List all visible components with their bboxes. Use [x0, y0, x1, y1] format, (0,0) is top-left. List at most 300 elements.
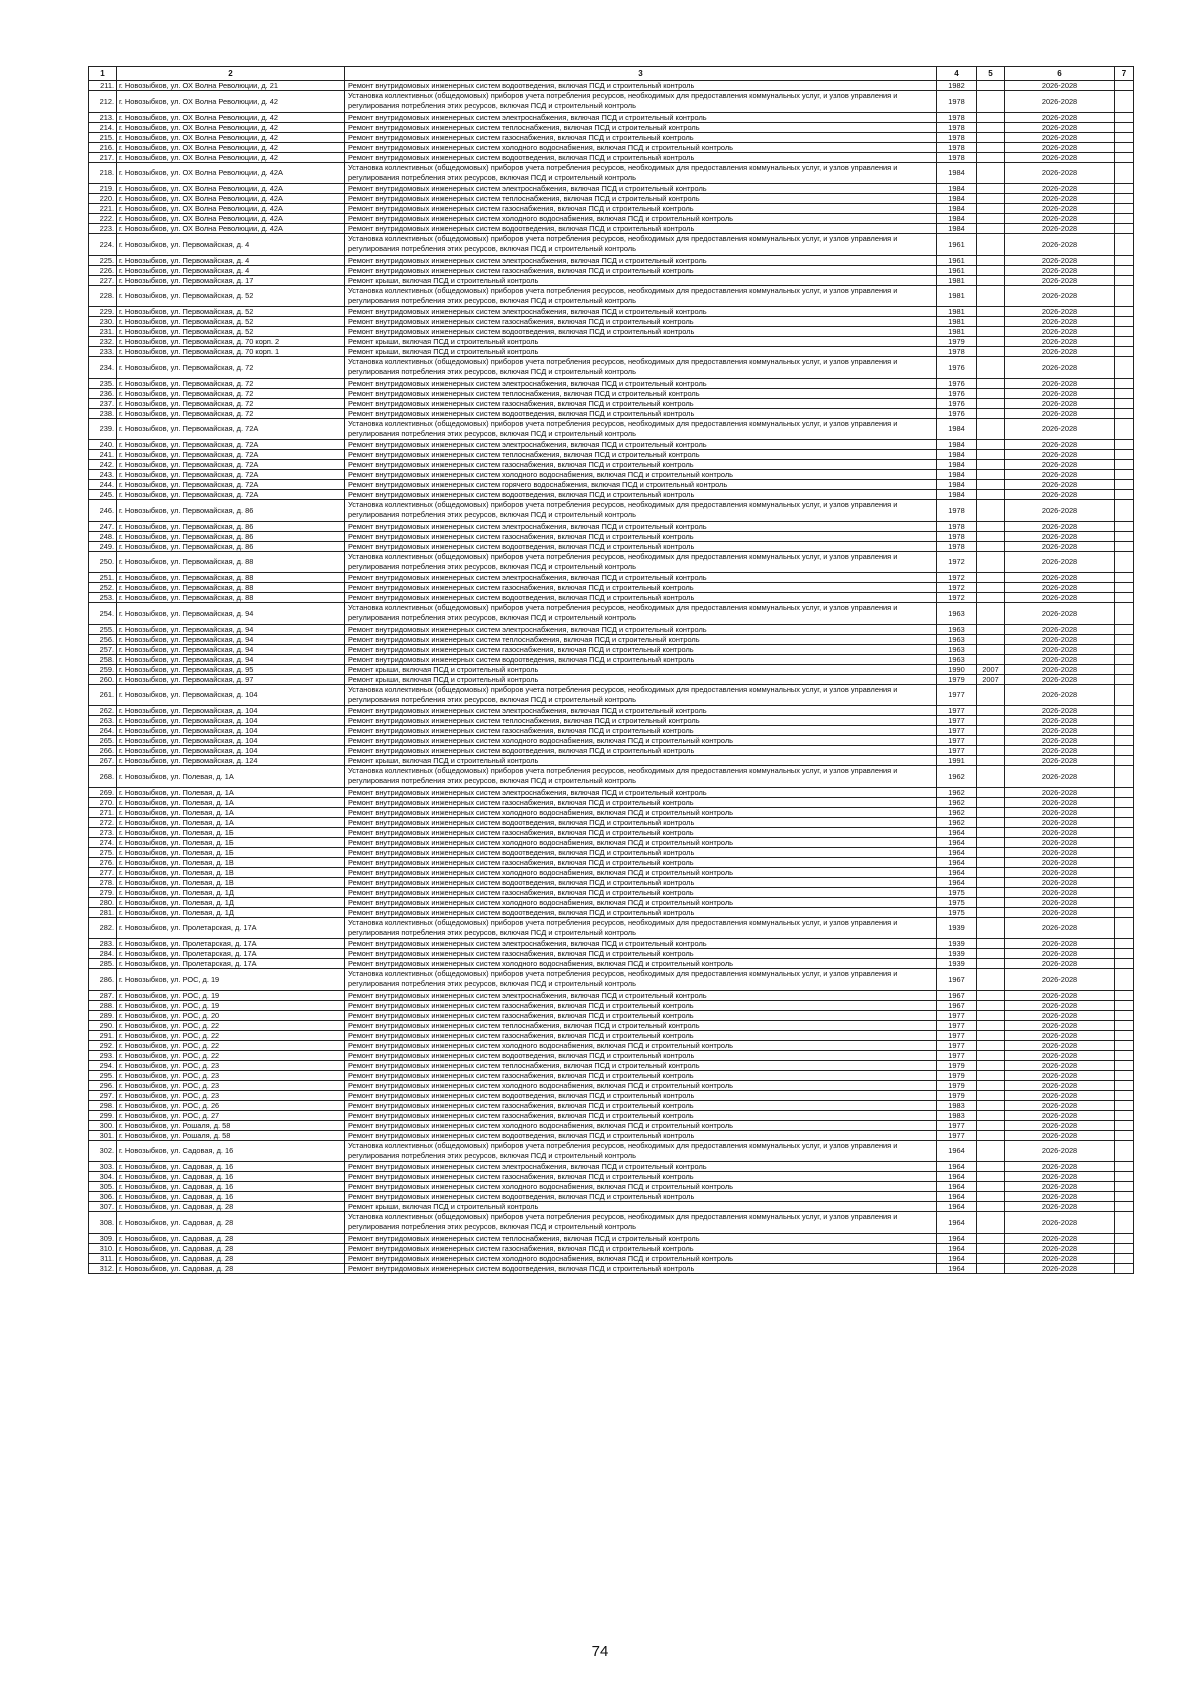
extra-cell	[1115, 398, 1134, 408]
last-repair-year-cell	[977, 1172, 1005, 1182]
work-type-cell: Ремонт внутридомовых инженерных систем газоснабжения, включая ПСД и строительный контроль	[345, 644, 937, 654]
address-cell: г. Новозыбков, ул. Первомайская, д. 104	[117, 736, 345, 746]
row-number: 304.	[89, 1172, 117, 1182]
work-type-cell: Ремонт внутридомовых инженерных систем электроснабжения, включая ПСД и строительный контроль	[345, 112, 937, 122]
extra-cell	[1115, 531, 1134, 541]
work-type-cell: Ремонт внутридомовых инженерных систем теплоснабжения, включая ПСД и строительный контроль	[345, 122, 937, 132]
row-number: 238.	[89, 408, 117, 418]
last-repair-year-cell	[977, 1000, 1005, 1010]
row-number: 306.	[89, 1192, 117, 1202]
last-repair-year-cell	[977, 573, 1005, 583]
table-row	[89, 142, 1134, 152]
row-number: 273.	[89, 827, 117, 837]
planned-period-cell: 2026-2028	[1005, 867, 1115, 877]
address-cell: г. Новозыбков, ул. Первомайская, д. 72А	[117, 460, 345, 470]
row-number: 241.	[89, 450, 117, 460]
row-number: 255.	[89, 624, 117, 634]
year-cell: 1964	[937, 1192, 977, 1202]
extra-cell	[1115, 573, 1134, 583]
year-cell: 1967	[937, 1000, 977, 1010]
extra-cell	[1115, 285, 1134, 307]
extra-cell	[1115, 583, 1134, 593]
last-repair-year-cell: 2007	[977, 674, 1005, 684]
last-repair-year-cell	[977, 1212, 1005, 1234]
header-col-7: 7	[1115, 67, 1134, 81]
extra-cell	[1115, 664, 1134, 674]
address-cell: г. Новозыбков, ул. Первомайская, д. 4	[117, 265, 345, 275]
extra-cell	[1115, 897, 1134, 907]
planned-period-cell: 2026-2028	[1005, 327, 1115, 337]
last-repair-year-cell	[977, 357, 1005, 379]
address-cell: г. Новозыбков, ул. Полевая, д. 1А	[117, 766, 345, 788]
row-number: 302.	[89, 1140, 117, 1162]
row-number: 267.	[89, 756, 117, 766]
address-cell: г. Новозыбков, ул. ОХ Волна Революции, д. 42	[117, 142, 345, 152]
year-cell: 1961	[937, 265, 977, 275]
work-type-cell: Ремонт крыши, включая ПСД и строительный контроль	[345, 756, 937, 766]
last-repair-year-cell	[977, 1253, 1005, 1263]
work-type-cell: Ремонт внутридомовых инженерных систем газоснабжения, включая ПСД и строительный контроль	[345, 797, 937, 807]
table-row	[89, 347, 1134, 357]
last-repair-year-cell	[977, 949, 1005, 959]
extra-cell	[1115, 939, 1134, 949]
planned-period-cell: 2026-2028	[1005, 939, 1115, 949]
table-row	[89, 1263, 1134, 1273]
address-cell: г. Новозыбков, ул. Первомайская, д. 72А	[117, 470, 345, 480]
year-cell: 1981	[937, 307, 977, 317]
last-repair-year-cell	[977, 162, 1005, 184]
row-number: 239.	[89, 418, 117, 440]
address-cell: г. Новозыбков, ул. ОХ Волна Революции, д. 42А	[117, 184, 345, 194]
address-cell: г. Новозыбков, ул. РОС, д. 23	[117, 1060, 345, 1070]
year-cell: 1964	[937, 837, 977, 847]
extra-cell	[1115, 959, 1134, 969]
year-cell: 1964	[937, 827, 977, 837]
year-cell: 1962	[937, 817, 977, 827]
work-type-cell: Ремонт внутридомовых инженерных систем теплоснабжения, включая ПСД и строительный контроль	[345, 1233, 937, 1243]
planned-period-cell: 2026-2028	[1005, 112, 1115, 122]
address-cell: г. Новозыбков, ул. Садовая, д. 28	[117, 1253, 345, 1263]
address-cell: г. Новозыбков, ул. Первомайская, д. 104	[117, 726, 345, 736]
address-cell: г. Новозыбков, ул. Полевая, д. 1Д	[117, 907, 345, 917]
extra-cell	[1115, 551, 1134, 573]
address-cell: г. Новозыбков, ул. ОХ Волна Революции, д. 42	[117, 91, 345, 113]
extra-cell	[1115, 234, 1134, 256]
extra-cell	[1115, 460, 1134, 470]
work-type-cell: Ремонт внутридомовых инженерных систем теплоснабжения, включая ПСД и строительный контроль	[345, 634, 937, 644]
last-repair-year-cell	[977, 684, 1005, 706]
address-cell: г. Новозыбков, ул. Первомайская, д. 88	[117, 573, 345, 583]
extra-cell	[1115, 184, 1134, 194]
planned-period-cell: 2026-2028	[1005, 877, 1115, 887]
last-repair-year-cell	[977, 716, 1005, 726]
header-col-5: 5	[977, 67, 1005, 81]
last-repair-year-cell	[977, 1010, 1005, 1020]
address-cell: г. Новозыбков, ул. Садовая, д. 16	[117, 1162, 345, 1172]
table-row	[89, 327, 1134, 337]
table-row	[89, 1162, 1134, 1172]
year-cell: 1978	[937, 152, 977, 162]
work-type-cell: Ремонт внутридомовых инженерных систем газоснабжения, включая ПСД и строительный контроль	[345, 398, 937, 408]
table-row	[89, 593, 1134, 603]
year-cell: 1977	[937, 684, 977, 706]
planned-period-cell: 2026-2028	[1005, 1000, 1115, 1010]
address-cell: г. Новозыбков, ул. Первомайская, д. 4	[117, 255, 345, 265]
row-number: 263.	[89, 716, 117, 726]
address-cell: г. Новозыбков, ул. Первомайская, д. 95	[117, 664, 345, 674]
header-col-3: 3	[345, 67, 937, 81]
row-number: 284.	[89, 949, 117, 959]
address-cell: г. Новозыбков, ул. РОС, д. 22	[117, 1030, 345, 1040]
work-type-cell: Ремонт внутридомовых инженерных систем электроснабжения, включая ПСД и строительный контроль	[345, 787, 937, 797]
extra-cell	[1115, 857, 1134, 867]
year-cell: 1984	[937, 450, 977, 460]
table-row	[89, 990, 1134, 1000]
planned-period-cell: 2026-2028	[1005, 746, 1115, 756]
work-type-cell: Ремонт внутридомовых инженерных систем водоотведения, включая ПСД и строительный контроль	[345, 593, 937, 603]
planned-period-cell: 2026-2028	[1005, 398, 1115, 408]
row-number: 272.	[89, 817, 117, 827]
year-cell: 1972	[937, 573, 977, 583]
last-repair-year-cell	[977, 347, 1005, 357]
work-type-cell: Ремонт внутридомовых инженерных систем холодного водоснабжения, включая ПСД и строительный контроль	[345, 142, 937, 152]
year-cell: 1977	[937, 726, 977, 736]
extra-cell	[1115, 1020, 1134, 1030]
planned-period-cell: 2026-2028	[1005, 1202, 1115, 1212]
extra-cell	[1115, 1040, 1134, 1050]
row-number: 215.	[89, 132, 117, 142]
year-cell: 1984	[937, 470, 977, 480]
table-row	[89, 460, 1134, 470]
last-repair-year-cell	[977, 500, 1005, 522]
extra-cell	[1115, 450, 1134, 460]
year-cell: 1967	[937, 990, 977, 1000]
row-number: 303.	[89, 1162, 117, 1172]
planned-period-cell: 2026-2028	[1005, 1100, 1115, 1110]
last-repair-year-cell	[977, 897, 1005, 907]
table-row	[89, 1020, 1134, 1030]
row-number: 233.	[89, 347, 117, 357]
planned-period-cell: 2026-2028	[1005, 418, 1115, 440]
table-row	[89, 490, 1134, 500]
row-number: 307.	[89, 1202, 117, 1212]
row-number: 222.	[89, 214, 117, 224]
row-number: 265.	[89, 736, 117, 746]
address-cell: г. Новозыбков, ул. Садовая, д. 28	[117, 1212, 345, 1234]
address-cell: г. Новозыбков, ул. РОС, д. 19	[117, 990, 345, 1000]
work-type-cell: Ремонт внутридомовых инженерных систем газоснабжения, включая ПСД и строительный контроль	[345, 949, 937, 959]
address-cell: г. Новозыбков, ул. Садовая, д. 28	[117, 1233, 345, 1243]
extra-cell	[1115, 787, 1134, 797]
last-repair-year-cell	[977, 214, 1005, 224]
last-repair-year-cell	[977, 624, 1005, 634]
address-cell: г. Новозыбков, ул. Первомайская, д. 72А	[117, 490, 345, 500]
last-repair-year-cell	[977, 450, 1005, 460]
planned-period-cell: 2026-2028	[1005, 1192, 1115, 1202]
planned-period-cell: 2026-2028	[1005, 1253, 1115, 1263]
planned-period-cell: 2026-2028	[1005, 756, 1115, 766]
extra-cell	[1115, 490, 1134, 500]
year-cell: 1978	[937, 122, 977, 132]
last-repair-year-cell	[977, 337, 1005, 347]
table-row	[89, 887, 1134, 897]
address-cell: г. Новозыбков, ул. РОС, д. 22	[117, 1040, 345, 1050]
address-cell: г. Новозыбков, ул. Пролетарская, д. 17А	[117, 917, 345, 939]
table-row	[89, 214, 1134, 224]
table-row	[89, 265, 1134, 275]
last-repair-year-cell	[977, 797, 1005, 807]
table-row	[89, 470, 1134, 480]
last-repair-year-cell	[977, 1243, 1005, 1253]
work-type-cell: Ремонт внутридомовых инженерных систем водоотведения, включая ПСД и строительный контроль	[345, 907, 937, 917]
header-col-4: 4	[937, 67, 977, 81]
planned-period-cell: 2026-2028	[1005, 1162, 1115, 1172]
header-col-2: 2	[117, 67, 345, 81]
last-repair-year-cell	[977, 531, 1005, 541]
table-row	[89, 746, 1134, 756]
year-cell: 1991	[937, 756, 977, 766]
last-repair-year-cell	[977, 603, 1005, 625]
extra-cell	[1115, 275, 1134, 285]
table-row	[89, 949, 1134, 959]
work-type-cell: Ремонт внутридомовых инженерных систем газоснабжения, включая ПСД и строительный контроль	[345, 317, 937, 327]
row-number: 274.	[89, 837, 117, 847]
address-cell: г. Новозыбков, ул. РОС, д. 27	[117, 1110, 345, 1120]
extra-cell	[1115, 162, 1134, 184]
planned-period-cell: 2026-2028	[1005, 664, 1115, 674]
address-cell: г. Новозыбков, ул. Садовая, д. 16	[117, 1140, 345, 1162]
row-number: 291.	[89, 1030, 117, 1040]
table-row	[89, 867, 1134, 877]
year-cell: 1963	[937, 654, 977, 664]
planned-period-cell: 2026-2028	[1005, 388, 1115, 398]
extra-cell	[1115, 1212, 1134, 1234]
extra-cell	[1115, 152, 1134, 162]
address-cell: г. Новозыбков, ул. Первомайская, д. 72	[117, 357, 345, 379]
year-cell: 1976	[937, 408, 977, 418]
extra-cell	[1115, 1110, 1134, 1120]
address-cell: г. Новозыбков, ул. Первомайская, д. 70 корп. 1	[117, 347, 345, 357]
planned-period-cell: 2026-2028	[1005, 162, 1115, 184]
last-repair-year-cell	[977, 736, 1005, 746]
last-repair-year-cell	[977, 1263, 1005, 1273]
last-repair-year-cell	[977, 1120, 1005, 1130]
extra-cell	[1115, 1162, 1134, 1172]
planned-period-cell: 2026-2028	[1005, 347, 1115, 357]
year-cell: 1976	[937, 357, 977, 379]
last-repair-year-cell	[977, 285, 1005, 307]
planned-period-cell: 2026-2028	[1005, 357, 1115, 379]
table-row	[89, 357, 1134, 379]
row-number: 219.	[89, 184, 117, 194]
planned-period-cell: 2026-2028	[1005, 1070, 1115, 1080]
table-row	[89, 440, 1134, 450]
last-repair-year-cell	[977, 234, 1005, 256]
year-cell: 1977	[937, 1040, 977, 1050]
work-type-cell: Ремонт внутридомовых инженерных систем электроснабжения, включая ПСД и строительный контроль	[345, 307, 937, 317]
planned-period-cell: 2026-2028	[1005, 917, 1115, 939]
extra-cell	[1115, 122, 1134, 132]
last-repair-year-cell	[977, 480, 1005, 490]
extra-cell	[1115, 877, 1134, 887]
planned-period-cell: 2026-2028	[1005, 470, 1115, 480]
year-cell: 1972	[937, 551, 977, 573]
work-type-cell: Ремонт внутридомовых инженерных систем газоснабжения, включая ПСД и строительный контроль	[345, 531, 937, 541]
planned-period-cell: 2026-2028	[1005, 184, 1115, 194]
year-cell: 1961	[937, 255, 977, 265]
row-number: 229.	[89, 307, 117, 317]
row-number: 213.	[89, 112, 117, 122]
row-number: 309.	[89, 1233, 117, 1243]
work-type-cell: Ремонт внутридомовых инженерных систем газоснабжения, включая ПСД и строительный контроль	[345, 1000, 937, 1010]
work-type-cell: Ремонт внутридомовых инженерных систем теплоснабжения, включая ПСД и строительный контроль	[345, 1020, 937, 1030]
table-row	[89, 664, 1134, 674]
last-repair-year-cell	[977, 408, 1005, 418]
year-cell: 1984	[937, 490, 977, 500]
address-cell: г. Новозыбков, ул. Первомайская, д. 72	[117, 408, 345, 418]
planned-period-cell: 2026-2028	[1005, 214, 1115, 224]
row-number: 271.	[89, 807, 117, 817]
table-row	[89, 204, 1134, 214]
year-cell: 1964	[937, 1202, 977, 1212]
row-number: 244.	[89, 480, 117, 490]
row-number: 258.	[89, 654, 117, 664]
last-repair-year-cell	[977, 255, 1005, 265]
table-row	[89, 551, 1134, 573]
last-repair-year-cell	[977, 766, 1005, 788]
address-cell: г. Новозыбков, ул. Первомайская, д. 72	[117, 378, 345, 388]
work-type-cell: Ремонт внутридомовых инженерных систем газоснабжения, включая ПСД и строительный контроль	[345, 887, 937, 897]
planned-period-cell: 2026-2028	[1005, 969, 1115, 991]
extra-cell	[1115, 1060, 1134, 1070]
planned-period-cell: 2026-2028	[1005, 541, 1115, 551]
row-number: 253.	[89, 593, 117, 603]
table-row	[89, 480, 1134, 490]
planned-period-cell: 2026-2028	[1005, 224, 1115, 234]
year-cell: 1963	[937, 634, 977, 644]
extra-cell	[1115, 684, 1134, 706]
address-cell: г. Новозыбков, ул. Полевая, д. 1В	[117, 867, 345, 877]
table-row	[89, 1080, 1134, 1090]
table-row	[89, 1120, 1134, 1130]
table-row	[89, 1000, 1134, 1010]
work-type-cell: Установка коллективных (общедомовых) приборов учета потребления ресурсов, необходимых для предоставления коммунальных услуг, и узлов управления и регулирования потребления этих ресурсов, включая ПСД и строительный контроль	[345, 1212, 937, 1234]
last-repair-year-cell	[977, 827, 1005, 837]
row-number: 237.	[89, 398, 117, 408]
planned-period-cell: 2026-2028	[1005, 337, 1115, 347]
extra-cell	[1115, 674, 1134, 684]
last-repair-year-cell	[977, 887, 1005, 897]
table-row	[89, 1182, 1134, 1192]
last-repair-year-cell	[977, 837, 1005, 847]
table-row	[89, 398, 1134, 408]
table-row	[89, 573, 1134, 583]
work-type-cell: Ремонт внутридомовых инженерных систем газоснабжения, включая ПСД и строительный контроль	[345, 132, 937, 142]
row-number: 259.	[89, 664, 117, 674]
extra-cell	[1115, 990, 1134, 1000]
extra-cell	[1115, 593, 1134, 603]
work-type-cell: Ремонт внутридомовых инженерных систем холодного водоснабжения, включая ПСД и строительный контроль	[345, 1040, 937, 1050]
work-type-cell: Ремонт крыши, включая ПСД и строительный контроль	[345, 347, 937, 357]
planned-period-cell: 2026-2028	[1005, 1110, 1115, 1120]
year-cell: 1979	[937, 1070, 977, 1080]
last-repair-year-cell	[977, 440, 1005, 450]
year-cell: 1977	[937, 1020, 977, 1030]
planned-period-cell: 2026-2028	[1005, 674, 1115, 684]
table-row	[89, 1130, 1134, 1140]
table-row	[89, 1110, 1134, 1120]
work-type-cell: Ремонт внутридомовых инженерных систем водоотведения, включая ПСД и строительный контроль	[345, 152, 937, 162]
row-number: 252.	[89, 583, 117, 593]
work-type-cell: Ремонт внутридомовых инженерных систем холодного водоснабжения, включая ПСД и строительный контроль	[345, 807, 937, 817]
document-sheet	[88, 66, 1133, 1274]
extra-cell	[1115, 1100, 1134, 1110]
table-row	[89, 418, 1134, 440]
row-number: 249.	[89, 541, 117, 551]
planned-period-cell: 2026-2028	[1005, 837, 1115, 847]
planned-period-cell: 2026-2028	[1005, 797, 1115, 807]
address-cell: г. Новозыбков, ул. Полевая, д. 1В	[117, 877, 345, 887]
year-cell: 1977	[937, 1050, 977, 1060]
planned-period-cell: 2026-2028	[1005, 152, 1115, 162]
row-number: 297.	[89, 1090, 117, 1100]
address-cell: г. Новозыбков, ул. Садовая, д. 28	[117, 1263, 345, 1273]
address-cell: г. Новозыбков, ул. Первомайская, д. 97	[117, 674, 345, 684]
work-type-cell: Установка коллективных (общедомовых) приборов учета потребления ресурсов, необходимых для предоставления коммунальных услуг, и узлов управления и регулирования потребления этих ресурсов, включая ПСД и строительный контроль	[345, 357, 937, 379]
work-type-cell: Ремонт внутридомовых инженерных систем газоснабжения, включая ПСД и строительный контроль	[345, 1030, 937, 1040]
work-type-cell: Ремонт внутридомовых инженерных систем газоснабжения, включая ПСД и строительный контроль	[345, 857, 937, 867]
extra-cell	[1115, 1120, 1134, 1130]
year-cell: 1977	[937, 1030, 977, 1040]
last-repair-year-cell	[977, 204, 1005, 214]
year-cell: 1982	[937, 81, 977, 91]
table-row	[89, 285, 1134, 307]
table-body	[89, 81, 1134, 1274]
extra-cell	[1115, 214, 1134, 224]
planned-period-cell: 2026-2028	[1005, 959, 1115, 969]
work-type-cell: Ремонт внутридомовых инженерных систем газоснабжения, включая ПСД и строительный контроль	[345, 204, 937, 214]
table-row	[89, 807, 1134, 817]
planned-period-cell: 2026-2028	[1005, 234, 1115, 256]
work-type-cell: Ремонт внутридомовых инженерных систем водоотведения, включая ПСД и строительный контроль	[345, 81, 937, 91]
row-number: 232.	[89, 337, 117, 347]
year-cell: 1963	[937, 603, 977, 625]
extra-cell	[1115, 1182, 1134, 1192]
work-type-cell: Ремонт внутридомовых инженерных систем газоснабжения, включая ПСД и строительный контроль	[345, 1070, 937, 1080]
row-number: 235.	[89, 378, 117, 388]
row-number: 294.	[89, 1060, 117, 1070]
last-repair-year-cell	[977, 388, 1005, 398]
extra-cell	[1115, 378, 1134, 388]
table-row	[89, 1090, 1134, 1100]
planned-period-cell: 2026-2028	[1005, 1140, 1115, 1162]
address-cell: г. Новозыбков, ул. ОХ Волна Революции, д. 42А	[117, 194, 345, 204]
planned-period-cell: 2026-2028	[1005, 500, 1115, 522]
row-number: 279.	[89, 887, 117, 897]
table-row	[89, 531, 1134, 541]
address-cell: г. Новозыбков, ул. Первомайская, д. 86	[117, 531, 345, 541]
last-repair-year-cell	[977, 541, 1005, 551]
extra-cell	[1115, 807, 1134, 817]
work-type-cell: Ремонт внутридомовых инженерных систем электроснабжения, включая ПСД и строительный контроль	[345, 184, 937, 194]
table-row	[89, 234, 1134, 256]
planned-period-cell: 2026-2028	[1005, 1050, 1115, 1060]
table-row	[89, 91, 1134, 113]
row-number: 243.	[89, 470, 117, 480]
planned-period-cell: 2026-2028	[1005, 887, 1115, 897]
last-repair-year-cell	[977, 990, 1005, 1000]
table-row	[89, 1172, 1134, 1182]
